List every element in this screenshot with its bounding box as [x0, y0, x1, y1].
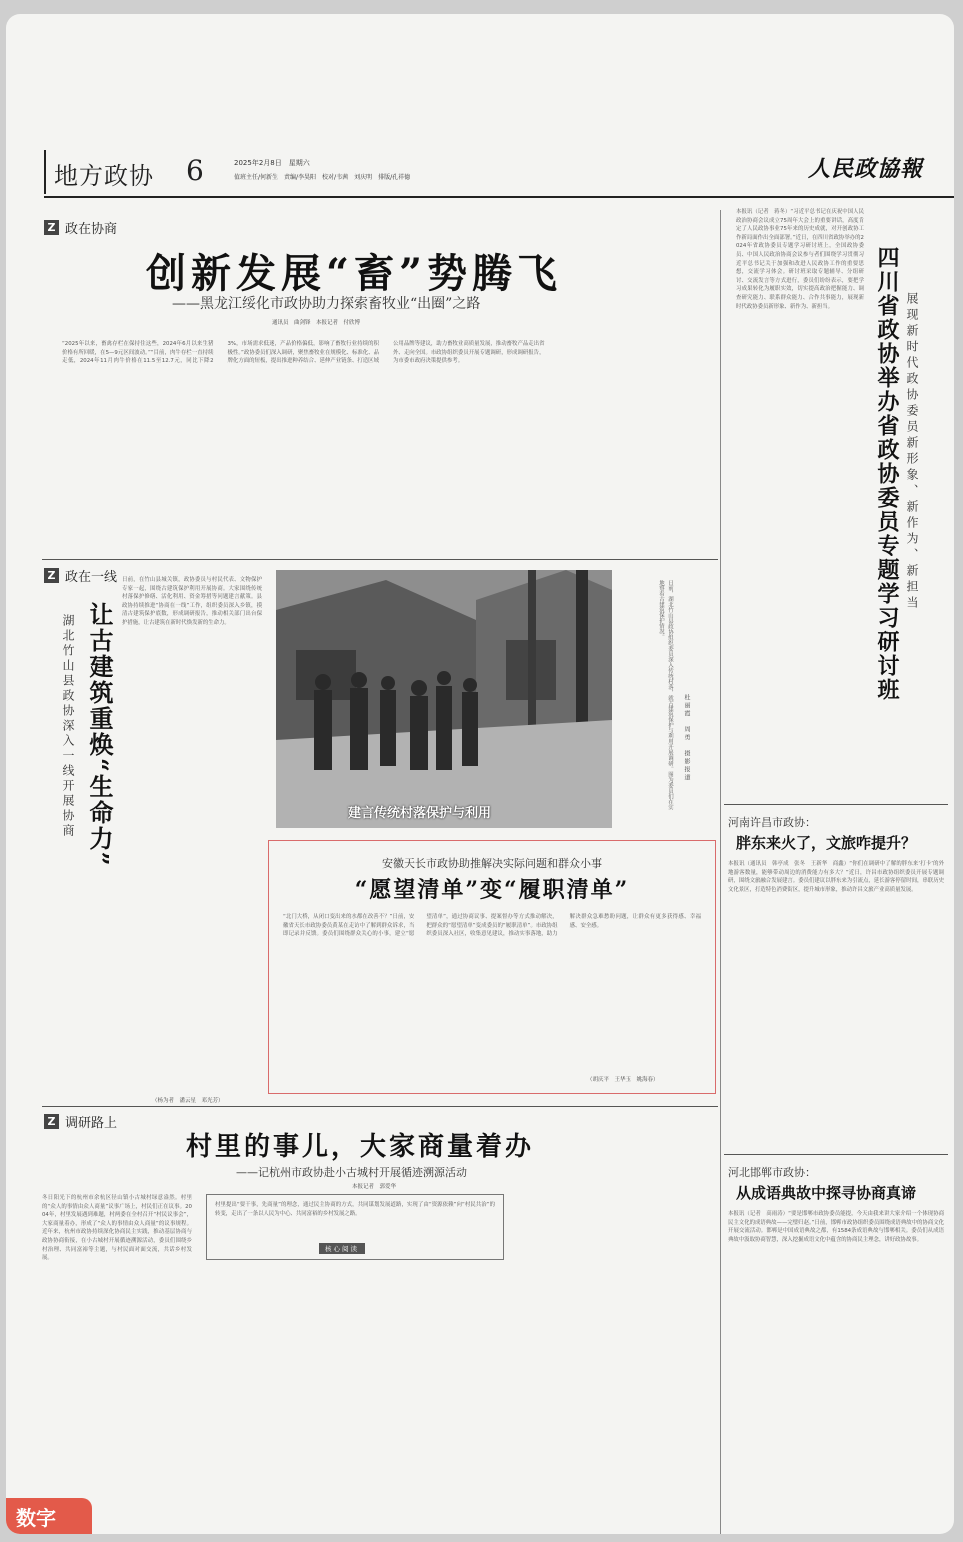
article4-byline: 本报记者 郭爱华 [352, 1184, 397, 1190]
highlight-text: 村里提出“要干事，先商量”的理念，通过民主协商的方式，共同谋划发展道路，实现了由“资源依赖”向“村民共治”的转变，走出了一条以人民为中心、共同富裕的乡村发展之路。 [215, 1202, 495, 1217]
article1-subtitle: ——黑龙江绥化市政协助力探索畜牧业“出圈”之路 [172, 296, 481, 312]
article2-credit: （杨为者 潘云星 邓光芳） [152, 1098, 224, 1104]
z-icon: Z [44, 568, 59, 583]
article3-body: “北门大桥，从闭口变出来的水都在改善不？”日前，安徽省天长市政协委员黄某在走访中了解到群众诉求，当即记录并反馈。委员们围绕群众关心的小事，建立“愿望清单”，通过协商议事、提案督办等方式推动解决，把群众的“愿望清单”变成委员的“履职清单”。市政协组织委员深入社区，收集意见建议，推动实事落地，助力解决群众急难愁盼问题，让群众有更多获得感、幸福感、安全感。 [283, 914, 701, 938]
right3-column: 河北邯郸市政协： [728, 1166, 816, 1179]
right3-body: 本报讯（记者 高雨涛）“要是邯郸市政协委员能提，今天由我来讲大家介绍一个体现协商民主文化的成语典故——完璧归赵。”日前，邯郸市政协组织委员围绕成语典故中的协商文化开展交流活动。邯郸是中国成语典故之都，有1584条成语典故与邯郸相关。委员们从成语典故中汲取协商智慧，深入挖掘成语文化中蕴含的协商民主理念，讲好政协故事。 [728, 1211, 944, 1243]
article1-title: 创新发展“畜”势腾飞 [146, 250, 563, 297]
page-number: 6 [186, 154, 204, 187]
right1-subtitle: 展现新时代政协委员新形象、新作为、新担当 [905, 292, 919, 612]
article3-box [268, 840, 716, 1094]
article4-title: 村里的事儿，大家商量着办 [186, 1132, 535, 1162]
header-editors: 值班主任/何新生 责编/李昊阳 校对/韦茜 刘庆明 排版/孔祥德 [234, 174, 411, 181]
right1-body-continued [728, 750, 944, 790]
column-label: Z 政在一线 [44, 566, 117, 585]
photo-caption: 建言传统村落保护与利用 [348, 806, 492, 821]
watermark-badge [6, 1498, 92, 1534]
photo-side-caption: 日前，湖北竹山县政协组织委员深入传统村落，就古建筑保护与利用开展调研。图为委员们在实地察看古建筑保护情况。 [658, 580, 673, 810]
highlight-box [206, 1194, 504, 1260]
section-title: 地方政协 [54, 162, 154, 190]
article2-body: 日前，在竹山县城关镇，政协委员与村民代表、文物保护专家一起，围绕古建筑保护利用开展协商。大家围绕传统村落保护修缮、活化利用、资金筹措等问题建言献策。县政协持续推进“协商在一线”工作，组织委员深入乡镇，摸清古建筑保护底数，形成调研报告，推动相关部门出台保护措施，让古建筑在新时代焕发新的生命力。 [122, 577, 262, 626]
header [44, 150, 944, 200]
column-label: Z 政在协商 [44, 218, 117, 237]
right1-title: 四川省政协举办省政协委员专题学习研讨班 [874, 246, 900, 702]
article3-title: “愿望清单”变“履职清单” [354, 877, 630, 903]
right2-column: 河南许昌市政协： [728, 816, 816, 829]
right2-body: 本报讯（通讯员 韩亭成 张冬 王新华 商鑫）“你们在调研中了解的胖东来‘打卡’的外地游客数量，能够带动周边的消费能力有多大？”近日，许昌市政协组织委员开展专题调研，围绕文旅融合发展建言。委员们建议以胖东来为引流点，延长游客停留时间，串联历史文化景区，打造特色消费街区，提升城市形象，推动许昌文旅产业高质量发展。 [728, 861, 944, 893]
watermark-text: 数字 [16, 1506, 56, 1530]
right1-body: 本报讯（记者 蒋冬）“习近平总书记在庆祝中国人民政治协商会议成立75周年大会上的重要讲话，高度肯定了人民政协事业75年来的历史成就，对开创政协工作新局面作出全面部署。”近日，在四川省政协举办的2024年省政协委员专题学习研讨班上，全国政协委员、中国人民政治协商会议参与者们围绕学习贯彻习近平总书记关于加强和改进人民政协工作的重要思想，交流学习体会。研讨班采取专题辅导、分组研讨、交流发言等方式进行，委员们纷纷表示，要把学习成果转化为履职实效，切实提高政治把握能力、调查研究能力、联系群众能力、合作共事能力，展现新时代政协委员新形象、新作为、新担当。 [736, 209, 864, 310]
article2-subtitle: 湖北竹山县政协深入一线开展协商 [61, 614, 75, 839]
right2-title: 胖东来火了，文旅咋提升？ [736, 834, 917, 852]
village-photo [276, 570, 612, 828]
newspaper-page [6, 14, 954, 1534]
column-label: Z 调研路上 [44, 1112, 117, 1131]
z-icon: Z [44, 220, 59, 235]
masthead-logo: 人民政協報 [808, 156, 924, 182]
article2-body-continued [42, 892, 262, 1092]
article4-body-main [206, 1266, 712, 1530]
article4-subtitle: ——记杭州市政协赴小古城村开展循迹溯源活动 [236, 1166, 467, 1179]
z-icon: Z [44, 1114, 59, 1129]
right3-title: 从成语典故中探寻协商真谛 [736, 1184, 917, 1202]
photo-scene [276, 570, 612, 828]
header-date: 2025年2月8日 星期六 [234, 159, 310, 167]
article3-kicker: 安徽天长市政协助推解决实际问题和群众小事 [382, 857, 602, 870]
article2-title: 让古建筑重焕“生命力” [85, 602, 114, 868]
article3-credit: （胡庆平 王华玉 姚海春） [587, 1077, 659, 1083]
article1-body: “2025年以来，畜禽存栏在保持住这些，2024年6月以来生猪价格有所回暖，在5—9元区间波动。”“目前，肉牛存栏一直持续走低，2024年11月肉牛价格在11.5至12.7元，同比下降23%，市场需求低迷，产品价格偏低，影响了畜牧行业持续的积极性。”政协委员们深入调研，聚焦畜牧业在规模化、标准化、品牌化方面的短板，提出推进种养结合、延伸产业链条、打造区域公用品牌等建议，助力畜牧业高质量发展，推动畜牧产品走出省外、走向全国。市政协组织委员开展专题调研，形成调研报告，为市委市政府决策提供参考。 [62, 341, 545, 365]
article4-body-col1: 冬日阳光下的杭州市余杭区径山镇小古城村绿意盎然。村里的“众人的事情由众人商量”议事广场上，村民们正在议事。2004年，村里发展遇到难题，村两委在全村召开“村民议事会”，大家商量着办，形成了“众人的事情由众人商量”的议事规程。近年来，杭州市政协持续深化协商民主实践，推动基层协商与政协协商衔接，在小古城村开展循迹溯源活动，委员们围绕乡村治理、共同富裕等主题，与村民面对面交流，共话乡村发展。 [42, 1195, 192, 1262]
photo-credit: 杜丽霞 周勇 摄影报道 [683, 694, 690, 782]
highlight-label: 核心阅读 [319, 1243, 365, 1254]
article1-byline: 通讯员 曲剑锋 本报记者 付欣博 [272, 320, 361, 326]
